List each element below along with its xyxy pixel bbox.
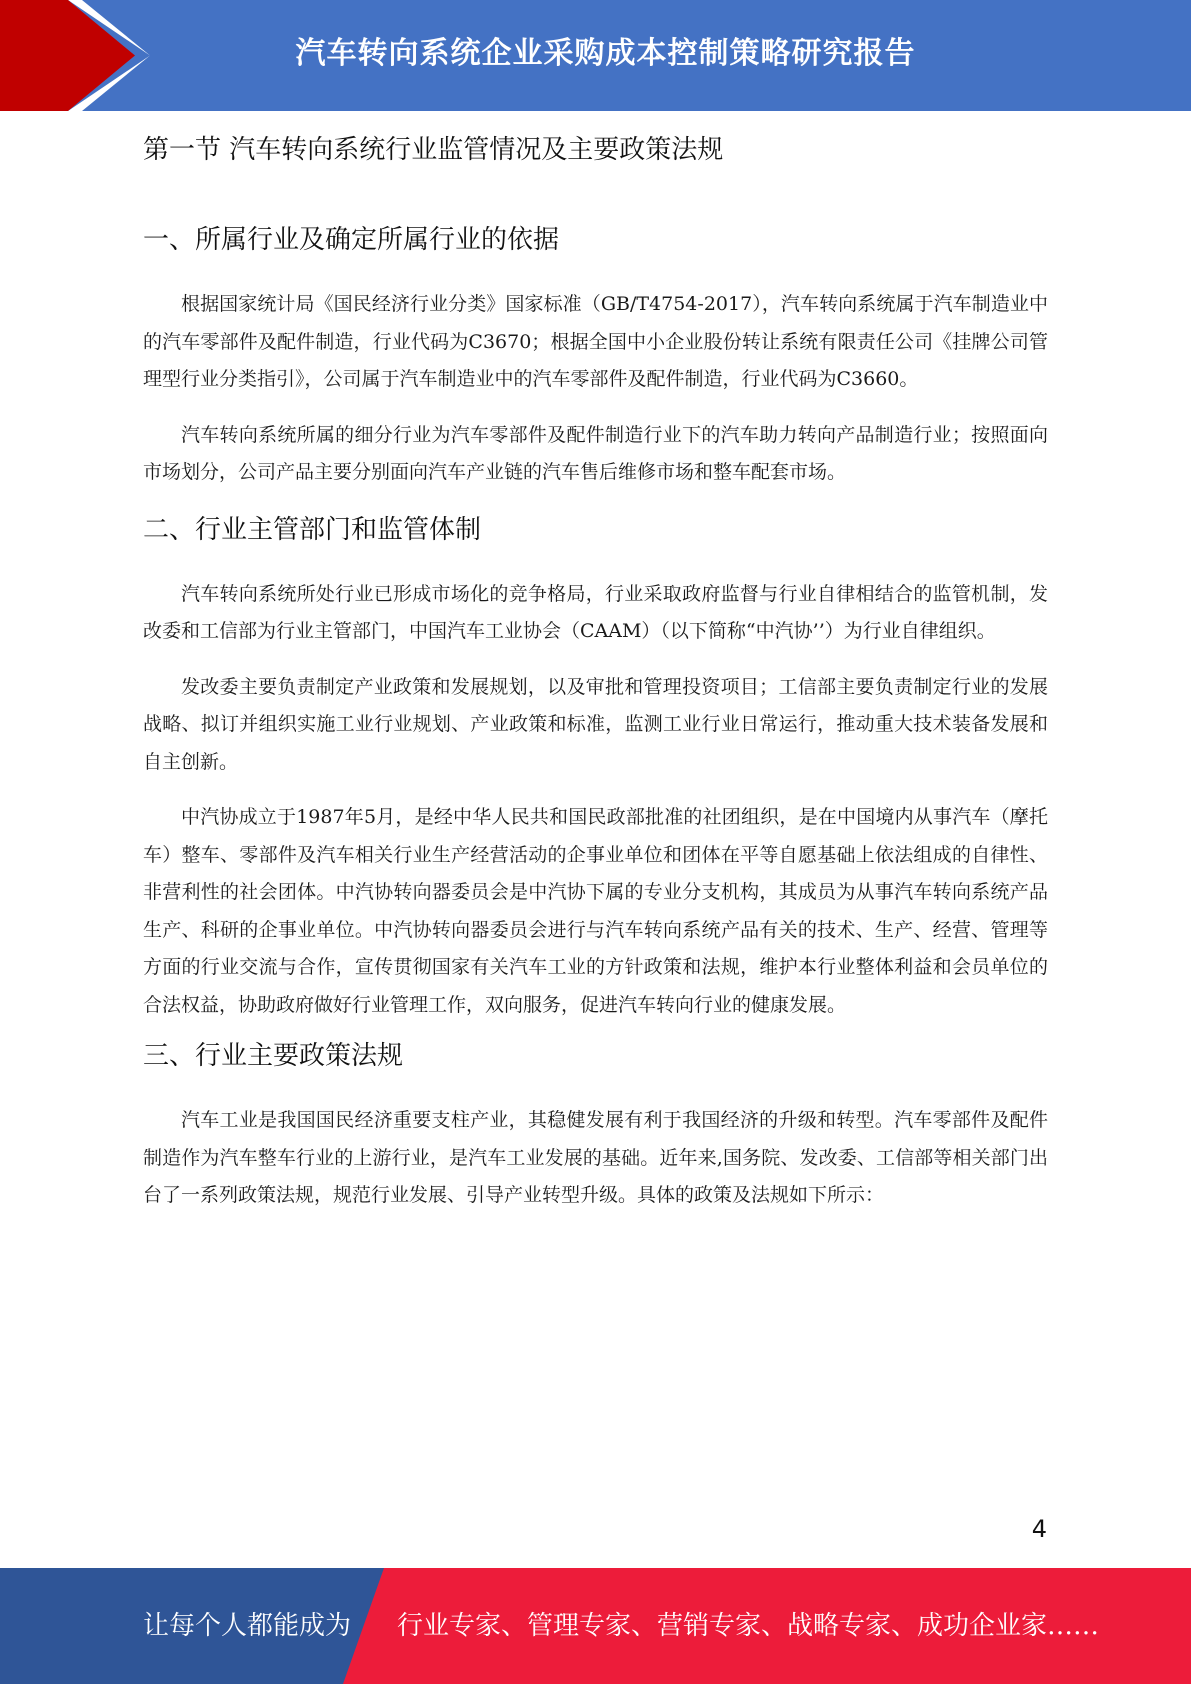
report-title: 汽车转向系统企业采购成本控制策略研究报告: [295, 36, 916, 71]
paragraph: 汽车转向系统所属的细分行业为汽车零部件及配件制造行业下的汽车助力转向产品制造行业；按照面向市场划分，公司产品主要分别面向汽车产业链的汽车售后维修市场和整车配套市场。: [143, 423, 1048, 483]
footer-slogan-right: 行业专家、管理专家、营销专家、战略专家、成功企业家……: [397, 1611, 1100, 1641]
subsection-heading-regulatory-system: 二、行业主管部门和监管体制: [143, 514, 482, 545]
paragraph: 汽车转向系统所处行业已形成市场化的竞争格局，行业采取政府监督与行业自律相结合的监管机制，发改委和工信部为行业主管部门，中国汽车工业协会（CAAM）（以下简称“中汽协’’）为行业自律组织。: [143, 582, 1048, 642]
section-title: 第一节 汽车转向系统行业监管情况及主要政策法规: [143, 135, 724, 165]
page-header-banner: [0, 0, 1191, 111]
subsection-heading-policies-regulations: 三、行业主要政策法规: [143, 1041, 404, 1071]
paragraph: 中汽协成立于1987年5月，是经中华人民共和国民政部批准的社团组织，是在中国境内从事汽车（摩托车）整车、零部件及汽车相关行业生产经营活动的企事业单位和团体在平等自愿基础上依法组成的自律性、非营利性的社会团体。中汽协转向器委员会是中汽协下属的专业分支机构，其成员为从事汽车转向系统产品生产、科研的企事业单位。中汽协转向器委员会进行与汽车转向系统产品有关的技术、生产、经营、管理等方面的行业交流与合作，宣传贯彻国家有关汽车工业的方针政策和法规，维护本行业整体利益和会员单位的合法权益，协助政府做好行业管理工作，双向服务，促进汽车转向行业的健康发展。: [143, 806, 1048, 1016]
page-number: 4: [1031, 1515, 1047, 1543]
page-footer-banner: [0, 1568, 1191, 1684]
document-body: [143, 126, 1048, 1215]
paragraph: 发改委主要负责制定产业政策和发展规划，以及审批和管理投资项目；工信部主要负责制定行业的发展战略、拟订并组织实施工业行业规划、产业政策和标准，监测工业行业日常运行，推动重大技术装备发展和自主创新。: [143, 675, 1048, 773]
paragraph: 根据国家统计局《国民经济行业分类》国家标准（GB/T4754-2017），汽车转向系统属于汽车制造业中的汽车零部件及配件制造，行业代码为C3670；根据全国中小企业股份转让系统有限责任公司《挂牌公司管理型行业分类指引》，公司属于汽车制造业中的汽车零部件及配件制造，行业代码为C3660。: [143, 293, 1048, 390]
paragraph: 汽车工业是我国国民经济重要支柱产业，其稳健发展有利于我国经济的升级和转型。汽车零部件及配件制造作为汽车整车行业的上游行业，是汽车工业发展的基础。近年来,国务院、发改委、工信部等相关部门出台了一系列政策法规，规范行业发展、引导产业转型升级。具体的政策及法规如下所示：: [143, 1109, 1048, 1206]
footer-slogan-left: 让每个人都能成为: [143, 1611, 352, 1641]
subsection-heading-industry-classification: 一、所属行业及确定所属行业的依据: [143, 225, 560, 255]
